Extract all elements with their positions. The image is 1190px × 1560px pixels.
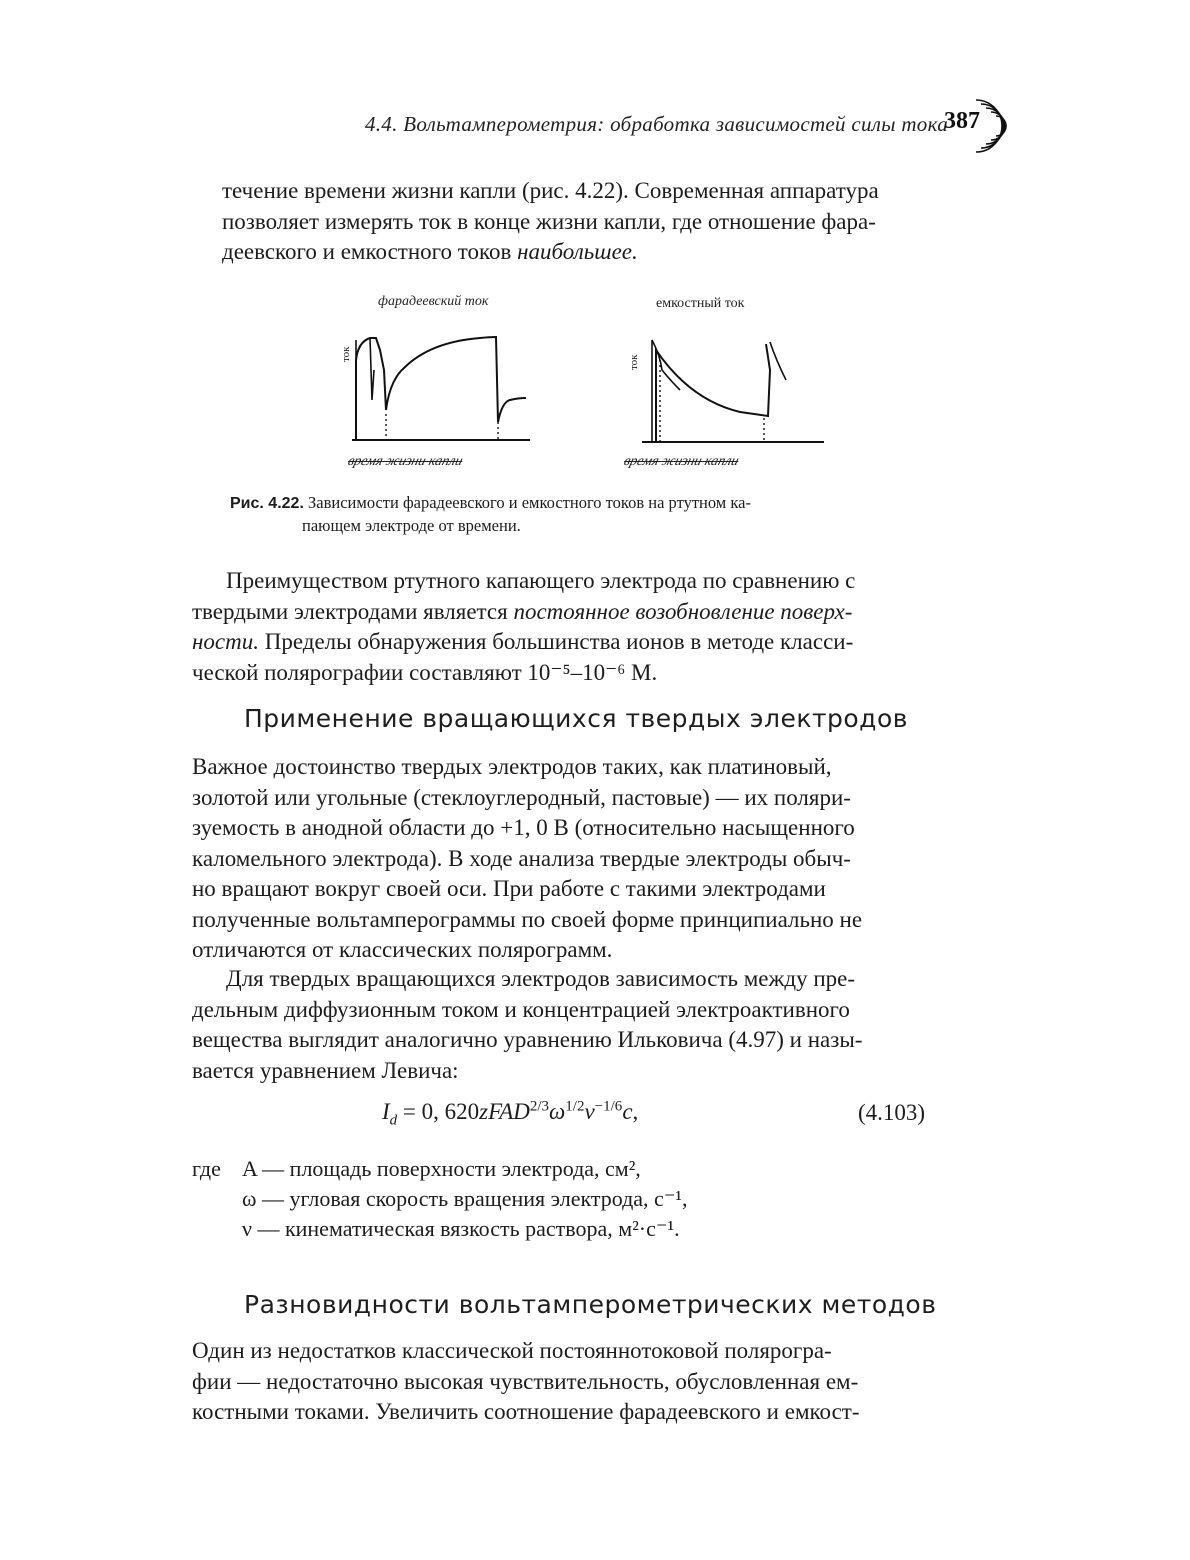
paragraph-2 — [192, 752, 944, 966]
figure-left-x-label: время жизни капли — [346, 454, 465, 469]
paragraph-line: отличаются от классических полярограмм. — [192, 937, 613, 962]
levich-equation — [382, 1098, 638, 1129]
emphasis-text: наибольшее. — [517, 239, 638, 264]
faradaic-curve — [356, 337, 526, 440]
definition-line: ν — кинематическая вязкость раствора, м²·с⁻¹. — [242, 1216, 680, 1241]
figure-left-title: фарадеевский ток — [378, 294, 489, 309]
paragraph-line: золотой или угольные (стеклоуглеродный, пастовые) — их поляри- — [192, 784, 851, 810]
paragraph-line: но вращают вокруг своей оси. При работе с такими электродами — [192, 876, 826, 901]
section-heading: Применение вращающихся твердых электродов — [244, 704, 908, 733]
paragraph-line: ности. Пределы обнаружения большинства ионов в методе класси- — [192, 629, 854, 654]
section-heading: Разновидности вольтамперометрических методов — [244, 1290, 937, 1319]
paragraph-line: зуемость в анодной области до +1, 0 В (относительно насыщенного — [192, 815, 855, 840]
paragraph-3 — [192, 964, 944, 1086]
paragraph-line: Один из недостатков классической постояннотоковой полярогра- — [192, 1338, 832, 1363]
paragraph-line: Для твердых вращающихся электродов зависимость между пре- — [226, 966, 856, 991]
paragraph-line: фии — недостаточно высокая чувствительность, обусловленная ем- — [192, 1368, 859, 1394]
page-number: 387 — [944, 108, 980, 134]
paragraph-line: твердыми электродами является постоянное возобновление поверх- — [192, 598, 853, 624]
definition-line: ω — угловая скорость вращения электрода, с⁻¹, — [242, 1186, 688, 1211]
intro-line: позволяет измерять ток в конце жизни капли, где отношение фара- — [222, 208, 876, 234]
figure-caption — [230, 492, 950, 537]
intro-line: деевского и емкостного токов наибольшее. — [222, 239, 638, 264]
caption-line: пающем электроде от времени. — [302, 516, 521, 535]
caption-line: Рис. 4.22. Зависимости фарадеевского и емкостного токов на ртутном ка- — [230, 493, 751, 512]
variable-definitions — [242, 1154, 862, 1244]
running-head: 4.4. Вольтамперометрия: обработка зависимостей силы тока — [364, 112, 948, 136]
paragraph-line: Важное достоинство твердых электродов таких, как платиновый, — [192, 754, 832, 779]
figure-left-y-label: ток — [340, 346, 352, 362]
paragraph-1 — [192, 566, 944, 688]
paragraph-line: полученные вольтамперограммы по своей форме принципиально не — [192, 906, 863, 932]
paragraph-4 — [192, 1336, 944, 1428]
capacitive-curve — [656, 344, 770, 442]
intro-line: течение времени жизни капли (рис. 4.22). Современная аппаратура — [222, 178, 879, 203]
where-word: где — [192, 1156, 221, 1181]
paragraph-line: каломельного электрода). В ходе анализа твердые электроды обыч- — [192, 845, 851, 871]
capacitive-current-plot — [642, 340, 824, 442]
caption-number: Рис. 4.22. — [230, 495, 304, 512]
definition-line: A — площадь поверхности электрода, см², — [242, 1156, 641, 1181]
equation-number: (4.103) — [858, 1100, 926, 1125]
paragraph-line: костными токами. Увеличить соотношение фарадеевского и емкост- — [192, 1399, 860, 1424]
faradaic-current-plot — [352, 337, 530, 440]
page-ornament-icon — [972, 94, 1016, 158]
paragraph-line: дельным диффузионным током и концентрацией электроактивного — [192, 996, 850, 1022]
figure-right-title: емкостный ток — [656, 296, 745, 311]
figure-right-x-label: время жизни капли — [622, 454, 741, 469]
paragraph-line: вещества выглядит аналогично уравнению Ильковича (4.97) и назы- — [192, 1027, 863, 1052]
emphasis-text: постоянное возобновление поверх- — [513, 598, 853, 624]
figure-right-y-label: ток — [628, 354, 640, 370]
emphasis-text: ности. — [192, 629, 259, 654]
paragraph-line: вается уравнением Левича: — [192, 1057, 459, 1083]
equation-rendered: $I_d = 0$, $620zFAD^{2/3}\omega^{1/2}\nu^{-1/6}c$, — [382, 1098, 639, 1129]
paragraph-line: Преимуществом ртутного капающего электрода по сравнению с — [226, 568, 856, 593]
paragraph-line: ческой полярографии составляют 10⁻⁵–10⁻⁶ М. — [192, 659, 658, 685]
intro-paragraph — [222, 176, 986, 268]
